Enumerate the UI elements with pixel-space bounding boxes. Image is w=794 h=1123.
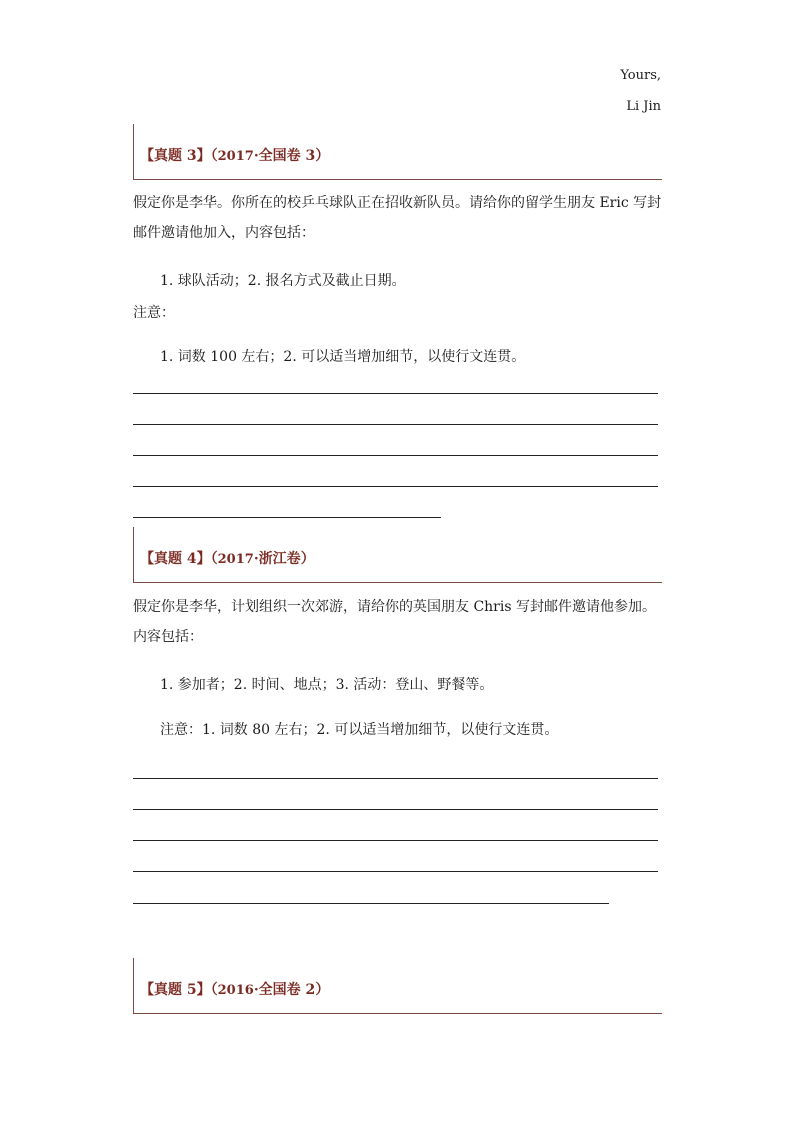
writing-line — [133, 486, 658, 487]
content-list-item: 1. 参加者；2. 时间、地点；3. 活动：登山、野餐等。 — [160, 677, 494, 693]
closing-name: Li Jin — [626, 99, 661, 114]
note-list-item: 1. 词数 100 左右；2. 可以适当增加细节，以使行文连贯。 — [160, 349, 526, 365]
closing-yours: Yours, — [620, 68, 661, 83]
section-header-3 — [133, 124, 662, 180]
section-close: ） — [300, 551, 315, 567]
section-title — [140, 548, 315, 568]
writing-line — [133, 871, 658, 872]
writing-line — [133, 840, 658, 841]
note-text: 注意：1. 词数 80 左右；2. 可以适当增加细节，以使行文连贯。 — [160, 722, 559, 738]
writing-line — [133, 517, 441, 518]
section-tag: 【真题 3】（ — [140, 148, 218, 164]
section-year: 2017 — [217, 149, 254, 164]
writing-line — [133, 809, 658, 810]
section-header-5 — [133, 958, 662, 1014]
section-title — [140, 979, 329, 999]
writing-line — [133, 778, 658, 779]
writing-line — [133, 903, 609, 904]
section-title — [140, 145, 329, 165]
writing-line — [133, 393, 658, 394]
section-tag: 【真题 5】（ — [140, 982, 218, 998]
section-year: 2016 — [217, 983, 254, 998]
writing-line — [133, 424, 658, 425]
section-source: ·全国卷 2 — [253, 982, 316, 998]
prompt-text: 假定你是李华，计划组织一次郊游，请给你的英国朋友 Chris 写封邮件邀请他参加。内容包括： — [133, 599, 656, 645]
prompt-text: 假定你是李华。你所在的校乒乓球队正在招收新队员。请给你的留学生朋友 Eric 写封邮件邀请他加入，内容包括： — [133, 195, 662, 241]
section-close: ） — [315, 148, 330, 164]
section-year: 2017 — [217, 552, 254, 567]
section-source: ·浙江卷 — [253, 551, 301, 567]
writing-line — [133, 455, 658, 456]
section-tag: 【真题 4】（ — [140, 551, 218, 567]
section-header-4 — [133, 527, 662, 583]
section-close: ） — [315, 982, 330, 998]
note-label: 注意： — [133, 305, 175, 321]
content-list-item: 1. 球队活动；2. 报名方式及截止日期。 — [160, 273, 406, 289]
section-source: ·全国卷 3 — [253, 148, 316, 164]
